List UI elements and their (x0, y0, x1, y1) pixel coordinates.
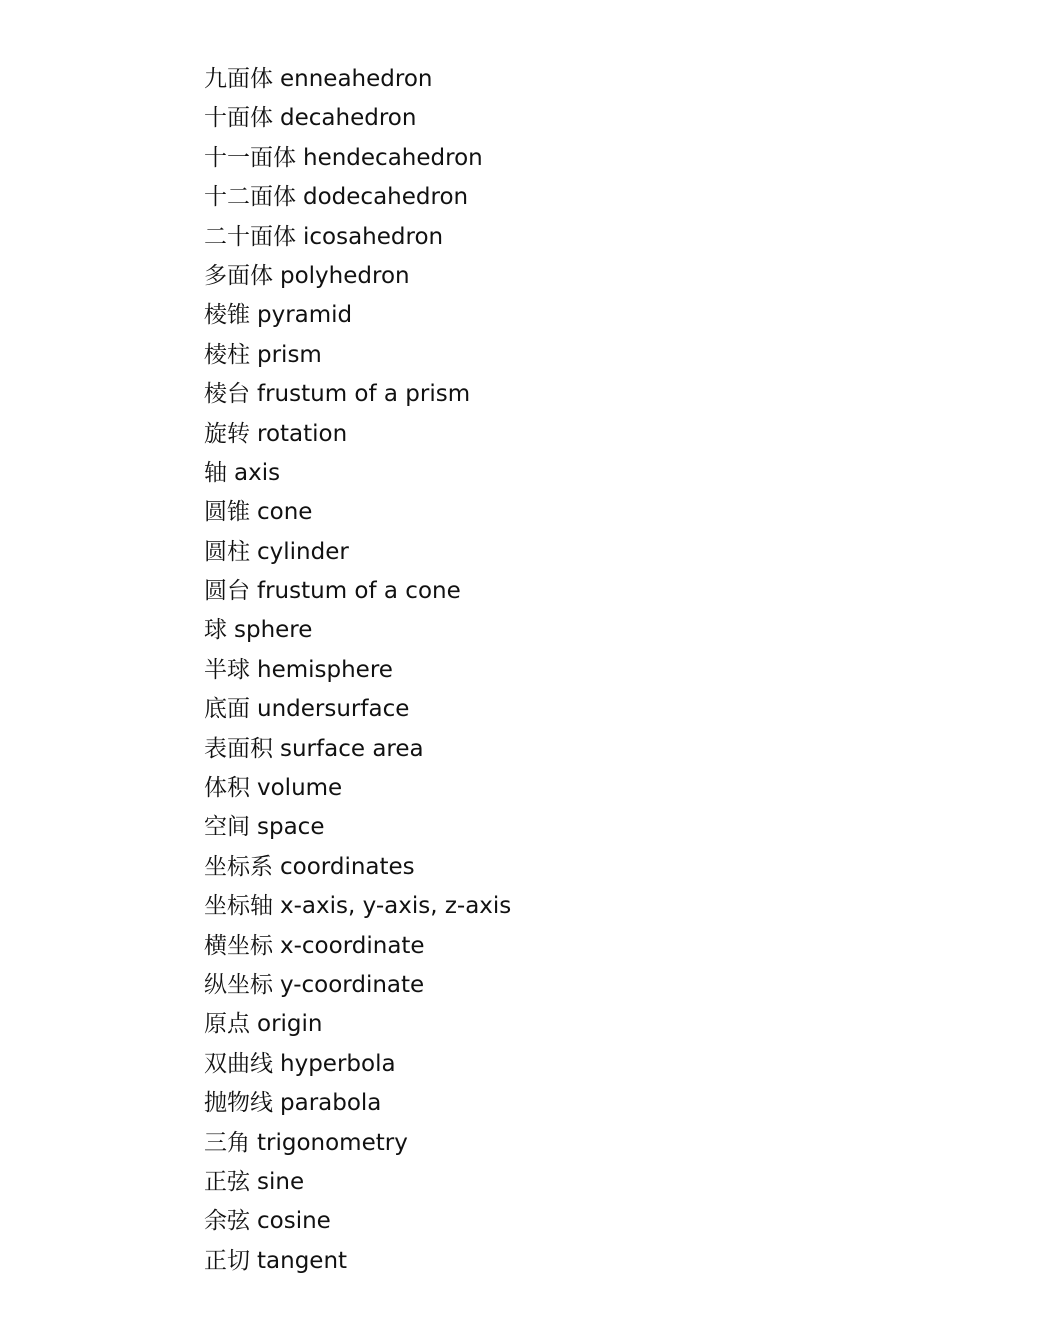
glossary-entry (204, 336, 511, 375)
english-term: cone (257, 499, 313, 526)
chinese-term: 旋转 (204, 420, 250, 447)
chinese-term: 空间 (204, 814, 250, 841)
glossary-entry (204, 296, 511, 335)
glossary-entry (204, 415, 511, 454)
glossary-entry (204, 454, 511, 493)
glossary-entry (204, 1242, 511, 1281)
chinese-term: 正切 (204, 1247, 250, 1274)
chinese-term: 十二面体 (204, 184, 296, 211)
glossary-entry (204, 651, 511, 690)
chinese-term: 九面体 (204, 66, 273, 92)
glossary-entry (204, 808, 511, 847)
glossary-entry (204, 769, 511, 808)
glossary-entry (204, 1045, 511, 1084)
glossary-entry (204, 139, 511, 178)
english-term: enneahedron (280, 66, 433, 92)
glossary-entry (204, 257, 511, 296)
chinese-term: 圆锥 (204, 499, 250, 526)
chinese-term: 棱台 (204, 381, 250, 408)
english-term: hyperbola (280, 1050, 396, 1077)
english-term: space (257, 814, 325, 841)
english-term: x-axis, y-axis, z-axis (280, 893, 512, 920)
glossary-entry (204, 927, 511, 966)
english-term: frustum of a prism (257, 381, 471, 408)
chinese-term: 表面积 (204, 735, 273, 762)
english-term: origin (257, 1011, 323, 1038)
english-term: frustum of a cone (257, 578, 461, 605)
glossary-entry (204, 1124, 511, 1163)
english-term: parabola (280, 1090, 382, 1117)
english-term: sine (257, 1168, 305, 1195)
chinese-term: 十面体 (204, 105, 273, 132)
chinese-term: 圆柱 (204, 538, 250, 565)
english-term: x-coordinate (280, 932, 425, 959)
chinese-term: 底面 (204, 696, 250, 723)
english-term: coordinates (280, 853, 415, 880)
english-term: hendecahedron (303, 144, 483, 171)
glossary-entry (204, 730, 511, 769)
chinese-term: 圆台 (204, 578, 250, 605)
glossary-entry (204, 1084, 511, 1123)
chinese-term: 轴 (204, 459, 227, 486)
glossary-entry (204, 966, 511, 1005)
glossary-entry (204, 493, 511, 532)
glossary-entry (204, 848, 511, 887)
english-term: axis (234, 459, 281, 486)
chinese-term: 坐标轴 (204, 893, 273, 920)
english-term: cosine (257, 1208, 331, 1235)
chinese-term: 半球 (204, 656, 250, 683)
glossary-entry (204, 178, 511, 217)
chinese-term: 棱柱 (204, 341, 250, 368)
chinese-term: 体积 (204, 775, 250, 802)
english-term: icosahedron (303, 223, 444, 250)
chinese-term: 棱锥 (204, 302, 250, 329)
chinese-term: 坐标系 (204, 853, 273, 880)
english-term: dodecahedron (303, 184, 469, 211)
english-term: volume (257, 775, 343, 802)
english-term: y-coordinate (280, 971, 425, 998)
glossary-entry (204, 60, 511, 99)
chinese-term: 二十面体 (204, 223, 296, 250)
chinese-term: 正弦 (204, 1168, 250, 1195)
english-term: polyhedron (280, 262, 410, 289)
chinese-term: 余弦 (204, 1208, 250, 1235)
english-term: decahedron (280, 105, 417, 132)
english-term: undersurface (257, 696, 410, 723)
english-term: pyramid (257, 302, 353, 329)
glossary-entry (204, 1005, 511, 1044)
glossary-list (204, 60, 511, 1281)
chinese-term: 球 (204, 617, 227, 644)
glossary-entry (204, 611, 511, 650)
glossary-entry (204, 887, 511, 926)
glossary-entry (204, 533, 511, 572)
english-term: tangent (257, 1247, 348, 1274)
english-term: hemisphere (257, 656, 393, 683)
glossary-entry (204, 99, 511, 138)
glossary-entry (204, 690, 511, 729)
chinese-term: 抛物线 (204, 1090, 273, 1117)
chinese-term: 纵坐标 (204, 971, 273, 998)
glossary-entry (204, 375, 511, 414)
chinese-term: 十一面体 (204, 144, 296, 171)
chinese-term: 横坐标 (204, 932, 273, 959)
chinese-term: 原点 (204, 1011, 250, 1038)
chinese-term: 三角 (204, 1129, 250, 1156)
chinese-term: 多面体 (204, 262, 273, 289)
english-term: sphere (234, 617, 313, 644)
english-term: trigonometry (257, 1129, 408, 1156)
english-term: surface area (280, 735, 424, 762)
glossary-entry (204, 1163, 511, 1202)
glossary-entry (204, 572, 511, 611)
english-term: rotation (257, 420, 348, 447)
glossary-entry (204, 1202, 511, 1241)
english-term: prism (257, 341, 322, 368)
chinese-term: 双曲线 (204, 1050, 273, 1077)
english-term: cylinder (257, 538, 349, 565)
glossary-entry (204, 218, 511, 257)
